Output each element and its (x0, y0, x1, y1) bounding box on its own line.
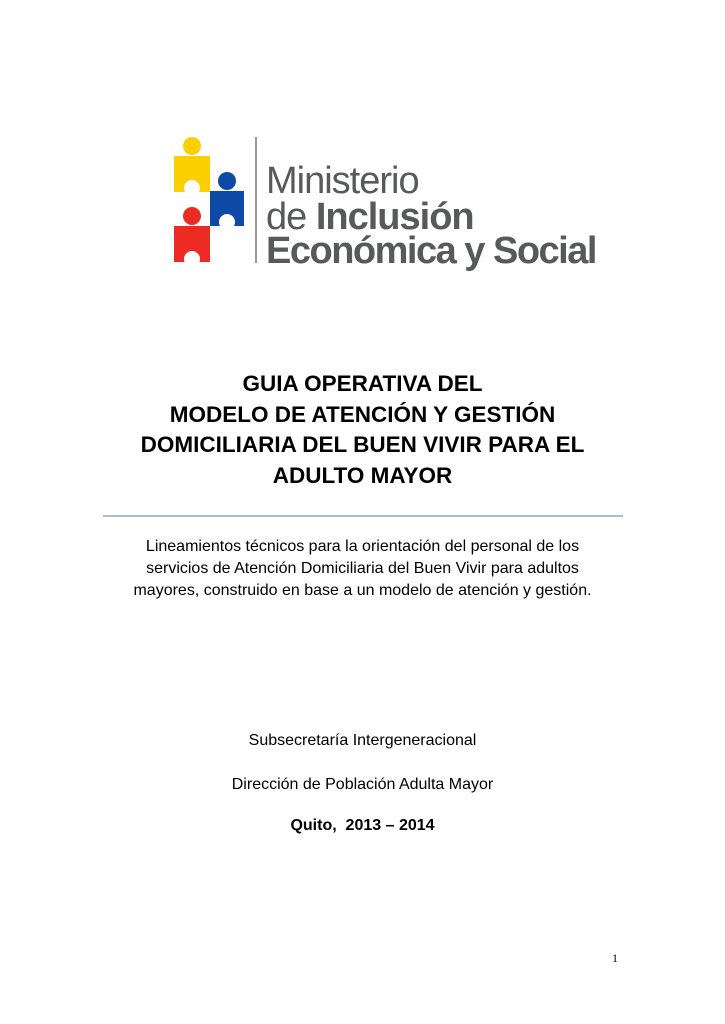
title-line: MODELO DE ATENCIÓN Y GESTIÓN (169, 401, 556, 427)
logo-text-de: de (266, 196, 307, 238)
subtitle-line: servicios de Atención Domiciliaria del Buen Vivir para adultos (146, 560, 579, 577)
title-line: DOMICILIARIA DEL BUEN VIVIR PARA EL (140, 432, 585, 457)
title-line: GUIA OPERATIVA DEL (242, 371, 483, 396)
logo-text-ministerio: Ministerio (266, 160, 419, 202)
place-date: Quito, 2013 – 2014 (290, 817, 435, 834)
page-number: 1 (612, 951, 618, 965)
document-subtitle (0, 536, 725, 602)
horizontal-rule (103, 515, 623, 517)
logo-text-inclusion-bold: Inclusión (315, 196, 474, 238)
title-line: ADULTO MAYOR (272, 462, 453, 488)
logo-text-economica: Económica y Social (266, 230, 596, 272)
ministry-logo (170, 134, 250, 266)
direccion: Dirección de Población Adulta Mayor (231, 776, 494, 793)
document-title (0, 369, 725, 491)
subtitle-line: mayores, construido en base a un modelo de atención y gestión. (133, 582, 592, 599)
subsecretaria: Subsecretaría Intergeneracional (248, 732, 477, 749)
logo-divider (255, 137, 257, 263)
puzzle-pieces-icon (170, 134, 250, 266)
subtitle-line: Lineamientos técnicos para la orientación del personal de los (145, 538, 580, 555)
